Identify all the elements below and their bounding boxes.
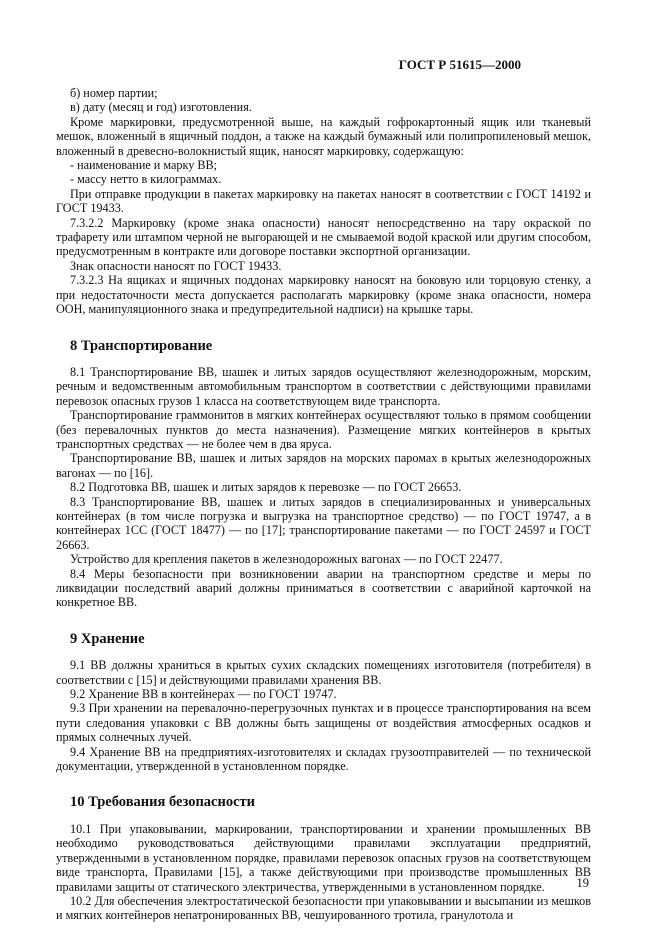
paragraph: При отправке продукции в пакетах маркировку на пакетах наносят в соответствии с ГОСТ 14192 и ГОСТ 19433.: [56, 186, 591, 216]
paragraph: Транспортирование ВВ, шашек и литых зарядов на морских паромах в крытых железнодорожных вагонах — по [16].: [56, 451, 591, 480]
document-id: ГОСТ Р 51615—2000: [398, 57, 521, 72]
paragraph: Устройство для крепления пакетов в железнодорожных вагонах — по ГОСТ 22477.: [70, 552, 503, 567]
paragraph: 9.4 Хранение ВВ на предприятиях-изготовителях и складах грузоотправителей — по технической документации, утвержденной в установленном порядке.: [56, 744, 591, 774]
paragraph: 8.4 Меры безопасности при возникновении аварии на транспортном средстве и меры по ликвидации последствий аварий должны приниматься в соответствии с аварийной карточкой на конкретное ВВ.: [56, 566, 591, 610]
paragraph: 8.2 Подготовка ВВ, шашек и литых зарядов к перевозке — по ГОСТ 26653.: [70, 480, 462, 495]
paragraph: 10.1 При упаковывании, маркировании, транспортировании и хранении промышленных ВВ необходимо руководствоваться действующими правилами эксплуатации предприятий, утвержденными в установленном порядке, правилами перевозок опасных грузов на соответствующем виде транспорта, Правилами [15], а также действующими при производстве промышленных ВВ правилами защиты от статического электричества, утвержденными в установленном порядке.: [56, 821, 591, 894]
paragraph: 10.2 Для обеспечения электростатической безопасности при упаковывании и высыпании из мешков и мягких контейнеров непатронированных ВВ, чешуированного тротила, гранулотола и: [56, 893, 591, 923]
paragraph: Транспортирование граммонитов в мягких контейнерах осуществляют только в прямом сообщении (без перевалочных пунктов до места назначения). Размещение мягких контейнеров в крытых транспортных средствах — не более чем в два яруса.: [56, 408, 591, 451]
paragraph: б) номер партии;: [70, 86, 158, 100]
section-heading: 10 Требования безопасности: [70, 794, 255, 811]
paragraph: 9.1 ВВ должны храниться в крытых сухих складских помещениях изготовителя (потребителя) в соответствии с [15] и действующими правилами хранения ВВ.: [56, 658, 591, 687]
section-heading: 9 Хранение: [70, 630, 145, 647]
paragraph: 8.3 Транспортирование ВВ, шашек и литых зарядов в специализированных и универсальных контейнерах (в том числе погрузка и выгрузка на транспортное средство) — по ГОСТ 19747, а в контейнерах 1СС (ГОСТ 18477) — по [17]; транспортирование пакетами — по ГОСТ 24597 и ГОСТ 26663.: [56, 494, 591, 552]
paragraph: 9.3 При хранении на перевалочно-перегрузочных пунктах и в процессе транспортирования на всем пути следования упаковки с ВВ должны быть защищены от воздействия атмосферных осадков и прямых солнечных лучей.: [56, 701, 591, 745]
paragraph: 8.1 Транспортирование ВВ, шашек и литых зарядов осуществляют железнодорожным, морским, речным и ведомственным автомобильным транспортом в соответствии с действующими правилами перевозок опасных грузов 1 класса на соответствующем виде транспорта.: [56, 364, 591, 408]
document-page: [56, 0, 591, 935]
paragraph: - наименование и марку ВВ;: [70, 158, 218, 173]
paragraph: 9.2 Хранение ВВ в контейнерах — по ГОСТ 19747.: [70, 687, 337, 702]
paragraph: Кроме маркировки, предусмотренной выше, на каждый гофрокартонный ящик или тканевый мешок, вложенный в ящичный поддон, а также на каждый бумажный или полипропиленовый мешок, вложенный в древесно-волокнистый ящик, наносят маркировку, содержащую:: [56, 114, 591, 158]
paragraph: - массу нетто в килограммах.: [70, 172, 222, 187]
paragraph: 7.3.2.2 Маркировку (кроме знака опасности) наносят непосредственно на тару окраской по трафарету или штампом черной не выгорающей и не смываемой водой краской или другим способом, предусмотренным в контракте или договоре поставки экспортной организации.: [56, 215, 591, 259]
paragraph: Знак опасности наносят по ГОСТ 19433.: [70, 258, 282, 273]
document-body: [56, 86, 591, 923]
section-heading: 8 Транспортирование: [70, 337, 213, 354]
paragraph: 7.3.2.3 На ящиках и ящичных поддонах маркировку наносят на боковую или торцовую стенку, а при недостаточности места допускается располагать маркировку (кроме знака опасности, номера ООН, манипуляционного знака и предупредительной надписи) на крышке тары.: [56, 273, 591, 317]
paragraph: в) дату (месяц и год) изготовления.: [70, 100, 252, 115]
page-number: 19: [576, 876, 589, 890]
